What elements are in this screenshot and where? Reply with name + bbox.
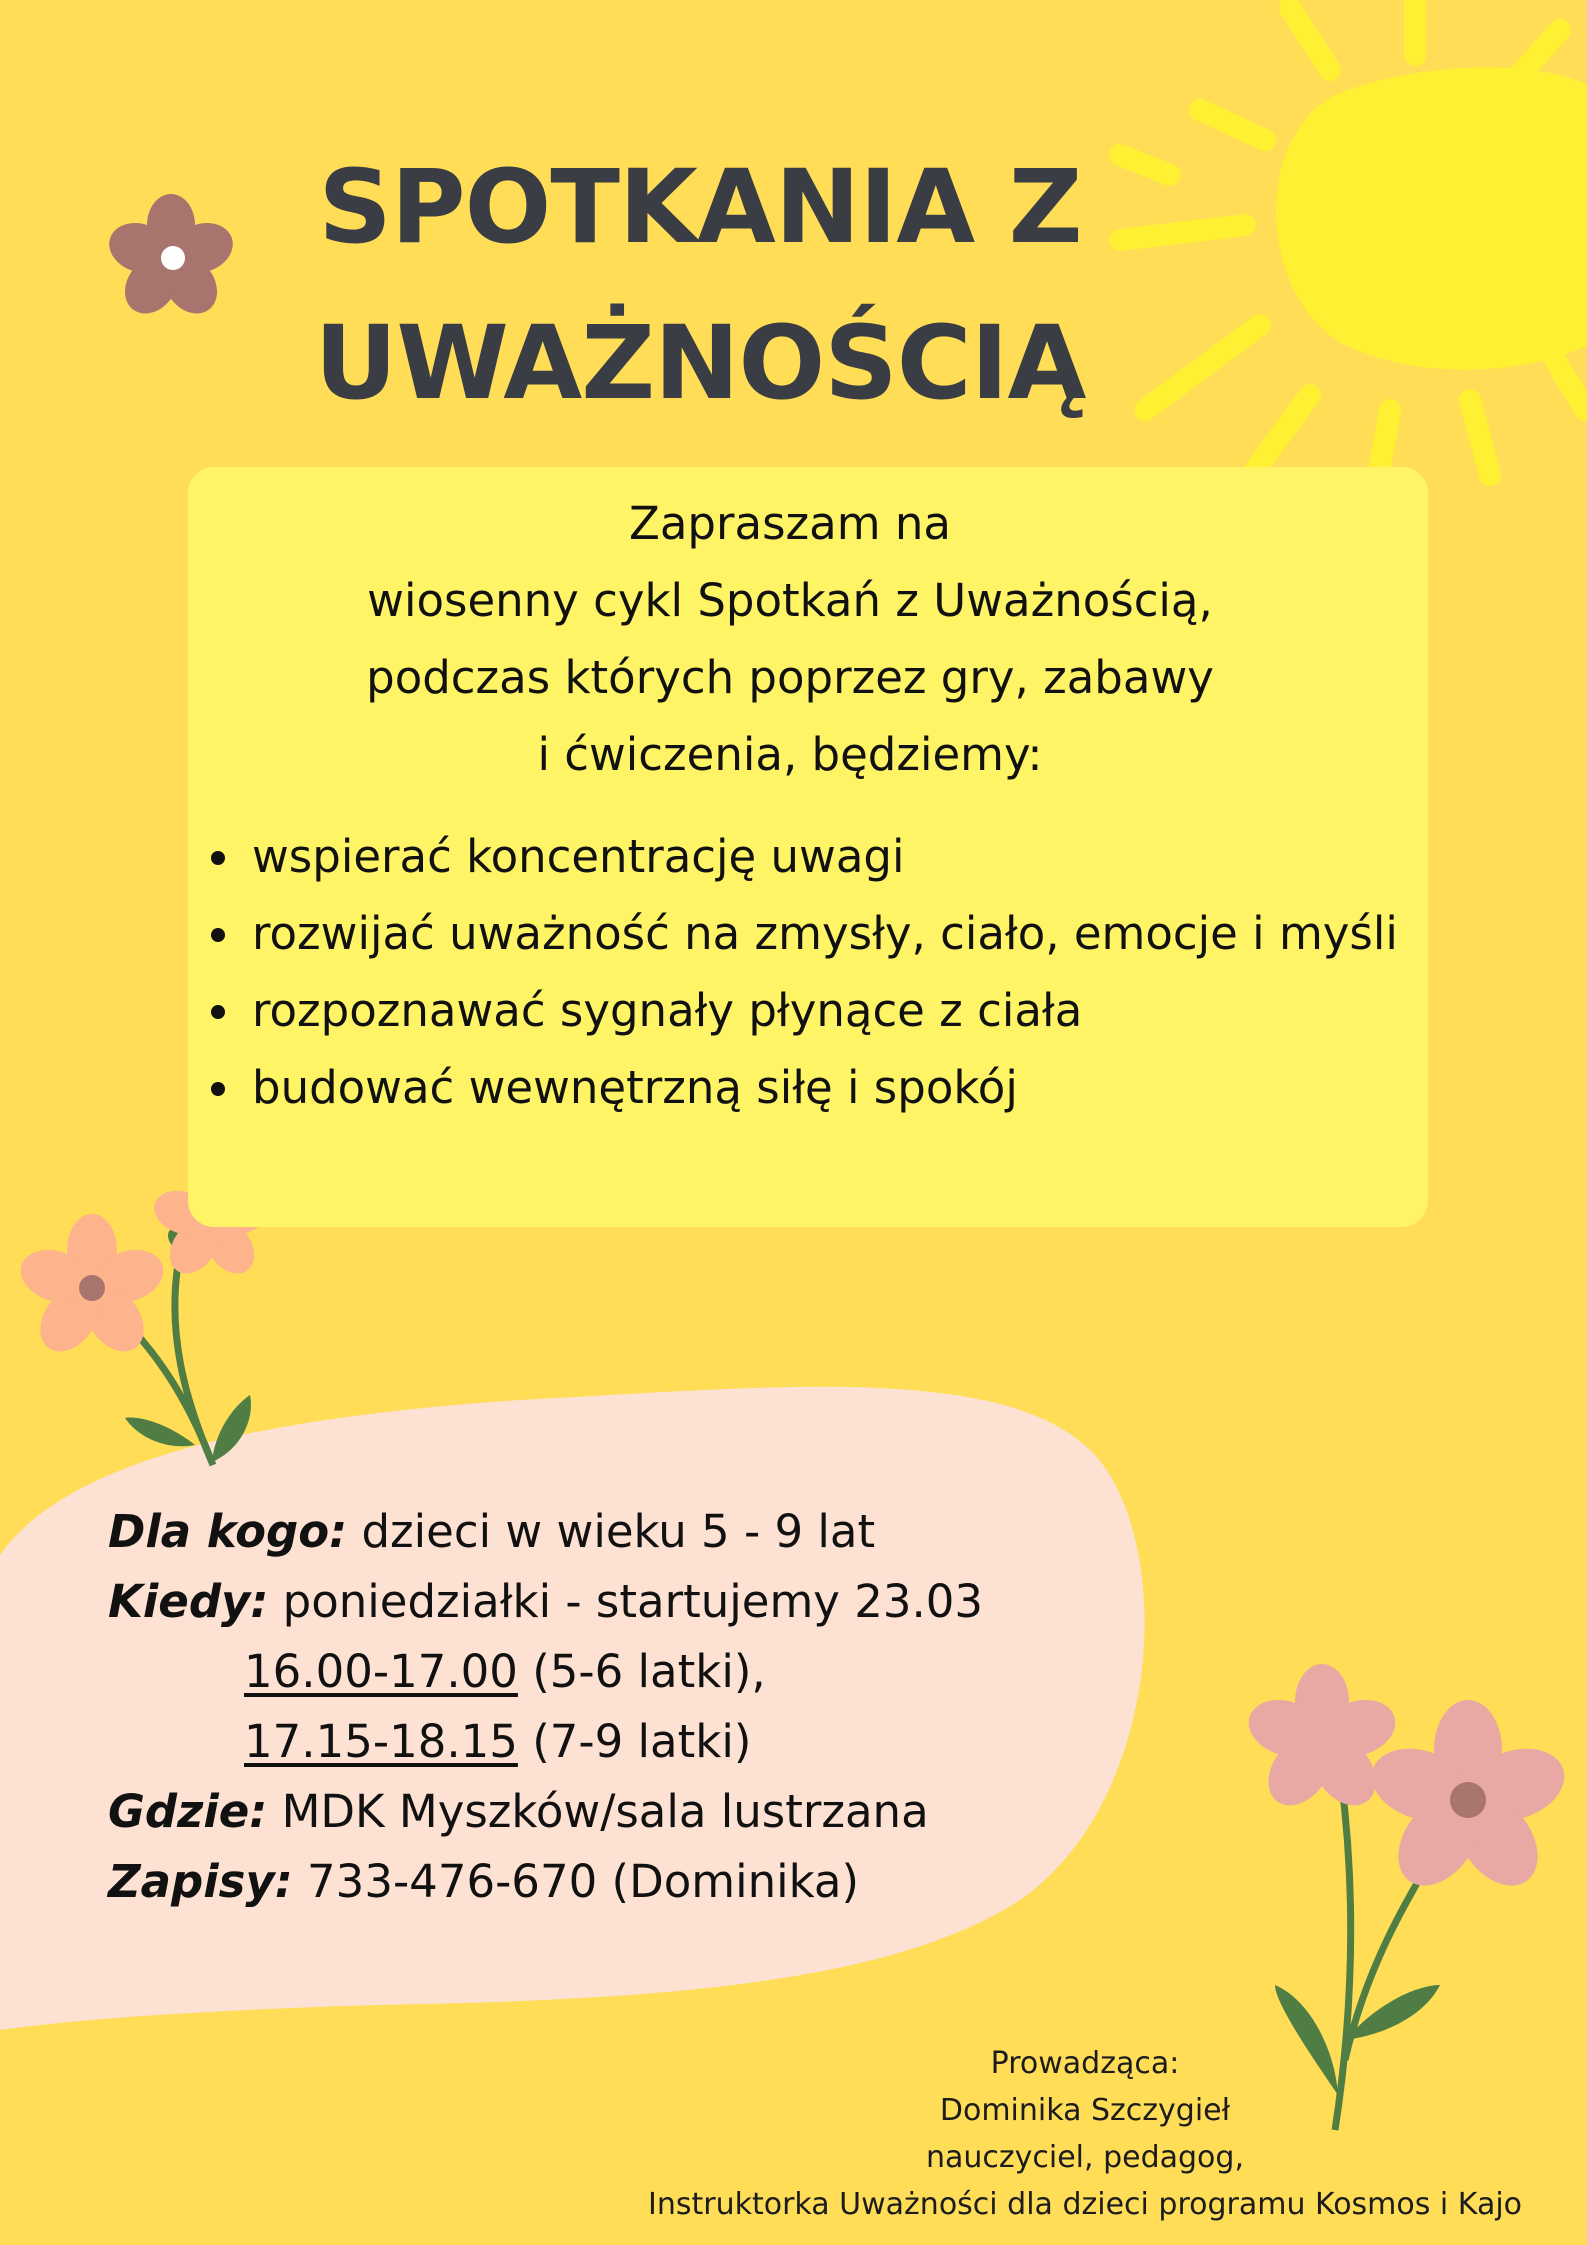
organizer-role: Prowadząca:	[990, 2046, 1180, 2081]
where-label: Gdzie:	[108, 1785, 268, 1838]
intro-line: Zapraszam na	[629, 497, 951, 550]
time-slot: 16.00-17.00	[244, 1645, 518, 1698]
organizer-program: Instruktorka Uważności dla dzieci programu Kosmos i Kajo	[647, 2187, 1523, 2222]
time-row	[108, 1637, 1108, 1707]
organizer-name: Dominika Szczygieł	[939, 2093, 1231, 2128]
time-row	[108, 1707, 1108, 1777]
event-details	[108, 1497, 1108, 1917]
list-item: rozwijać uważność na zmysły, ciało, emocje i myśli	[205, 895, 1405, 972]
flower-icon	[103, 194, 240, 324]
intro-text	[200, 485, 1380, 793]
organizer-profession: nauczyciel, pedagog,	[925, 2140, 1244, 2175]
where-row	[108, 1777, 1108, 1847]
organizer-info	[600, 2040, 1570, 2228]
intro-line: podczas których poprzez gry, zabawy	[366, 651, 1214, 704]
sun-icon	[1120, 0, 1587, 495]
time-slot-note: (7-9 latki)	[517, 1715, 752, 1768]
when-label: Kiedy:	[108, 1575, 269, 1628]
list-item: budować wewnętrzną siłę i spokój	[205, 1049, 1405, 1126]
intro-line: wiosenny cykl Spotkań z Uważnością,	[367, 574, 1213, 627]
signup-label: Zapisy:	[108, 1855, 293, 1908]
signup-row	[108, 1847, 1108, 1917]
when-row	[108, 1567, 1108, 1637]
who-value: dzieci w wieku 5 - 9 lat	[347, 1505, 876, 1558]
where-value: MDK Myszków/sala lustrzana	[267, 1785, 929, 1838]
list-item: wspierać koncentrację uwagi	[205, 818, 1405, 895]
title-line: SPOTKANIA Z	[318, 148, 1082, 267]
time-slot-note: (5-6 latki),	[517, 1645, 766, 1698]
who-label: Dla kogo:	[108, 1505, 348, 1558]
time-slot: 17.15-18.15	[244, 1715, 518, 1768]
list-item: rozpoznawać sygnały płynące z ciała	[205, 972, 1405, 1049]
signup-value: 733-476-670 (Dominika)	[292, 1855, 860, 1908]
when-value: poniedziałki - startujemy 23.03	[268, 1575, 984, 1628]
goals-list	[205, 818, 1405, 1126]
page-title	[300, 130, 1100, 442]
intro-line: i ćwiczenia, będziemy:	[537, 728, 1043, 781]
who-row	[108, 1497, 1108, 1567]
title-line: UWAŻNOŚCIĄ	[314, 304, 1086, 423]
